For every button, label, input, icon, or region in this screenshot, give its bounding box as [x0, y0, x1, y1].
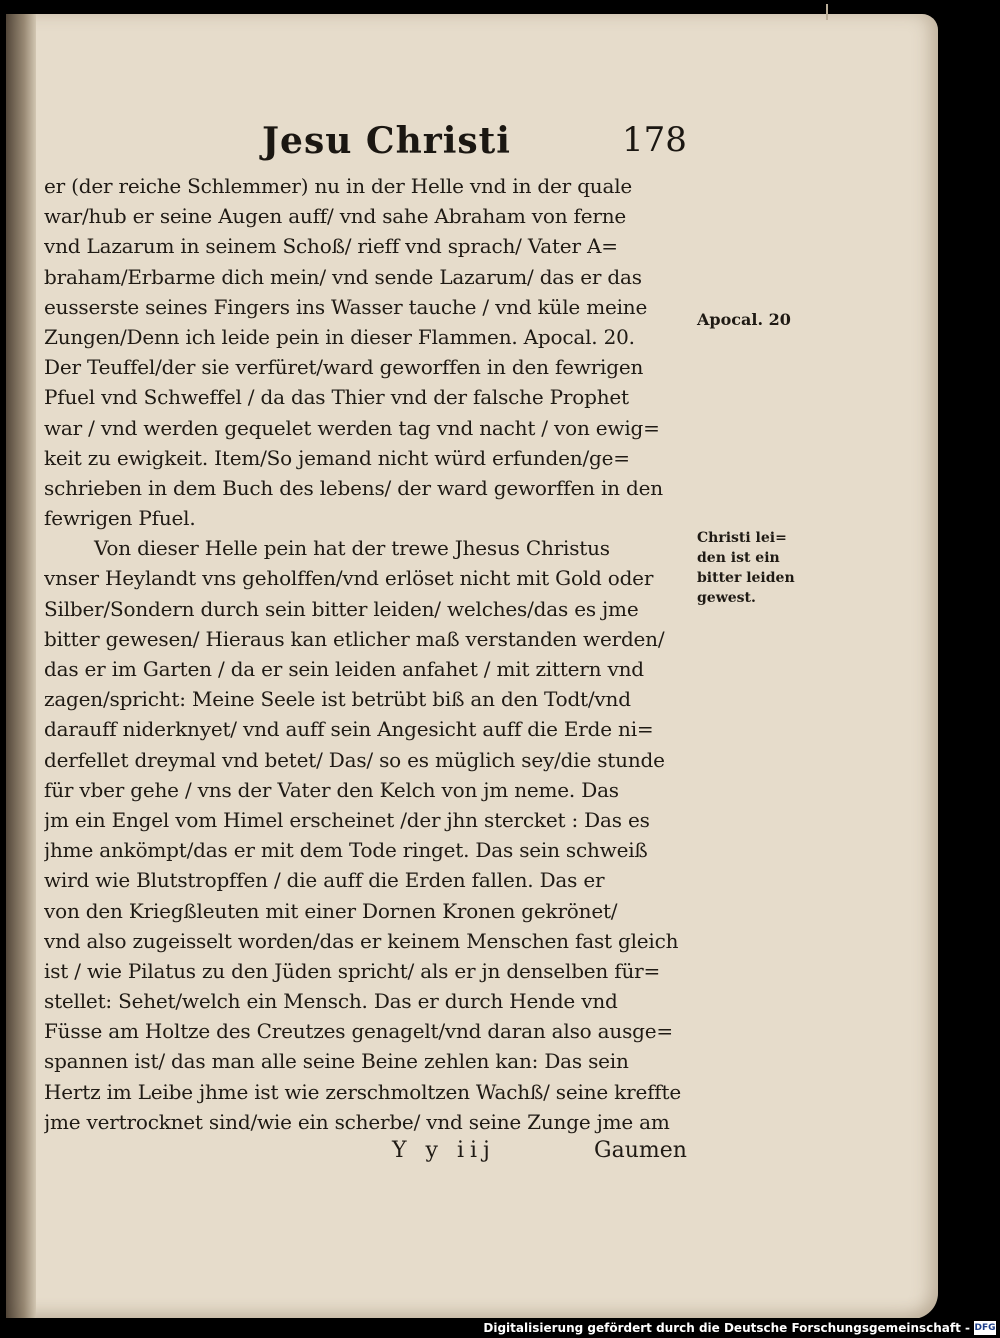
text-line: vnser Heylandt vns geholffen/vnd erlöset nicht mit Gold oder	[44, 566, 654, 591]
corner-mark	[826, 4, 828, 20]
text-line: Von dieser Helle pein hat der trewe Jhesus Christus	[94, 536, 610, 561]
text-line: fewrigen Pfuel.	[44, 506, 196, 531]
text-line: Hertz im Leibe jhme ist wie zerschmoltzen Wachß/ seine kreffte	[44, 1079, 681, 1104]
catchword: Gaumen	[594, 1138, 687, 1163]
text-line: stellet: Sehet/welch ein Mensch. Das er durch Hende vnd	[44, 989, 618, 1014]
credit-bar	[0, 1318, 1000, 1338]
text-line: vnd also zugeisselt worden/das er keinem Menschen fast gleich	[44, 928, 679, 953]
text-line: Pfuel vnd Schweffel / da das Thier vnd der falsche Prophet	[44, 385, 629, 410]
margin-note-apocal: Apocal. 20	[697, 310, 791, 329]
page-number: 178	[622, 120, 687, 160]
text-line: Zungen/Denn ich leide pein in dieser Flammen. Apocal. 20.	[44, 324, 635, 349]
text-line: eusserste seines Fingers ins Wasser tauche / vnd küle meine	[44, 294, 648, 319]
dfg-logo: DFG	[974, 1323, 996, 1333]
text-line: spannen ist/ das man alle seine Beine zehlen kan: Das sein	[44, 1049, 629, 1074]
text-line: war/hub er seine Augen auff/ vnd sahe Abraham von ferne	[44, 204, 627, 229]
text-line: Der Teuffel/der sie verfüret/ward geworffen in den fewrigen	[44, 355, 644, 380]
credit-text: Digitalisierung gefördert durch die Deutsche Forschungsgemeinschaft -	[483, 1321, 970, 1335]
page-gutter-shadow	[6, 14, 36, 1319]
signature-mark: Y y iij	[392, 1138, 496, 1163]
text-line: jm ein Engel vom Himel erscheinet /der jhn stercket : Das es	[44, 807, 650, 832]
text-line: jme vertrocknet sind/wie ein scherbe/ vnd seine Zunge jme am	[44, 1109, 670, 1134]
text-line: jhme ankömpt/das er mit dem Tode ringet. Das sein schweiß	[44, 838, 648, 863]
text-line: er (der reiche Schlemmer) nu in der Helle vnd in der quale	[44, 174, 633, 198]
text-line: das er im Garten / da er sein leiden anfahet / mit zittern vnd	[44, 657, 644, 681]
margin-note-line: bitter leiden	[697, 570, 795, 586]
text-line: Silber/Sondern durch sein bitter leiden/ welches/das es jme	[44, 596, 639, 621]
text-line: keit zu ewigkeit. Item/So jemand nicht würd erfunden/ge=	[44, 445, 630, 470]
text-line: war / vnd werden gequelet werden tag vnd nacht / von ewig=	[44, 415, 660, 440]
text-line: derfellet dreymal vnd betet/ Das/ so es müglich sey/die stunde	[44, 747, 665, 772]
text-line: von den Kriegßleuten mit einer Dornen Kronen gekrönet/	[44, 898, 618, 923]
text-line: schrieben in dem Buch des lebens/ der ward geworffen in den	[44, 475, 663, 500]
text-line: vnd Lazarum in seinem Schoß/ rieff vnd sprach/ Vater A=	[44, 234, 618, 259]
text-line: ist / wie Pilatus zu den Jüden spricht/ als er jn denselben für=	[44, 958, 661, 983]
text-line: zagen/spricht: Meine Seele ist betrübt biß an den Todt/vnd	[44, 687, 631, 712]
text-line: bitter gewesen/ Hieraus kan etlicher maß verstanden werden/	[44, 626, 665, 651]
margin-note-line: den ist ein	[697, 550, 780, 566]
margin-note-line: Christi lei=	[697, 530, 787, 546]
text-line: darauff niderknyet/ vnd auff sein Angesicht auff die Erde ni=	[44, 717, 654, 742]
text-line: für vber gehe / vns der Vater den Kelch von jm neme. Das	[44, 777, 619, 802]
text-line: wird wie Blutstropffen / die auff die Erden fallen. Das er	[44, 868, 605, 893]
body-text	[44, 171, 694, 1137]
page-footer	[0, 1138, 1000, 1170]
page-header	[0, 120, 1000, 170]
text-line: braham/Erbarme dich mein/ vnd sende Lazarum/ das er das	[44, 264, 642, 289]
margin-note-line: gewest.	[697, 590, 756, 606]
text-line: Füsse am Holtze des Creutzes genagelt/vnd daran also ausge=	[44, 1019, 673, 1044]
margin-note-christi	[697, 528, 807, 608]
running-title: Jesu Christi	[262, 120, 511, 162]
